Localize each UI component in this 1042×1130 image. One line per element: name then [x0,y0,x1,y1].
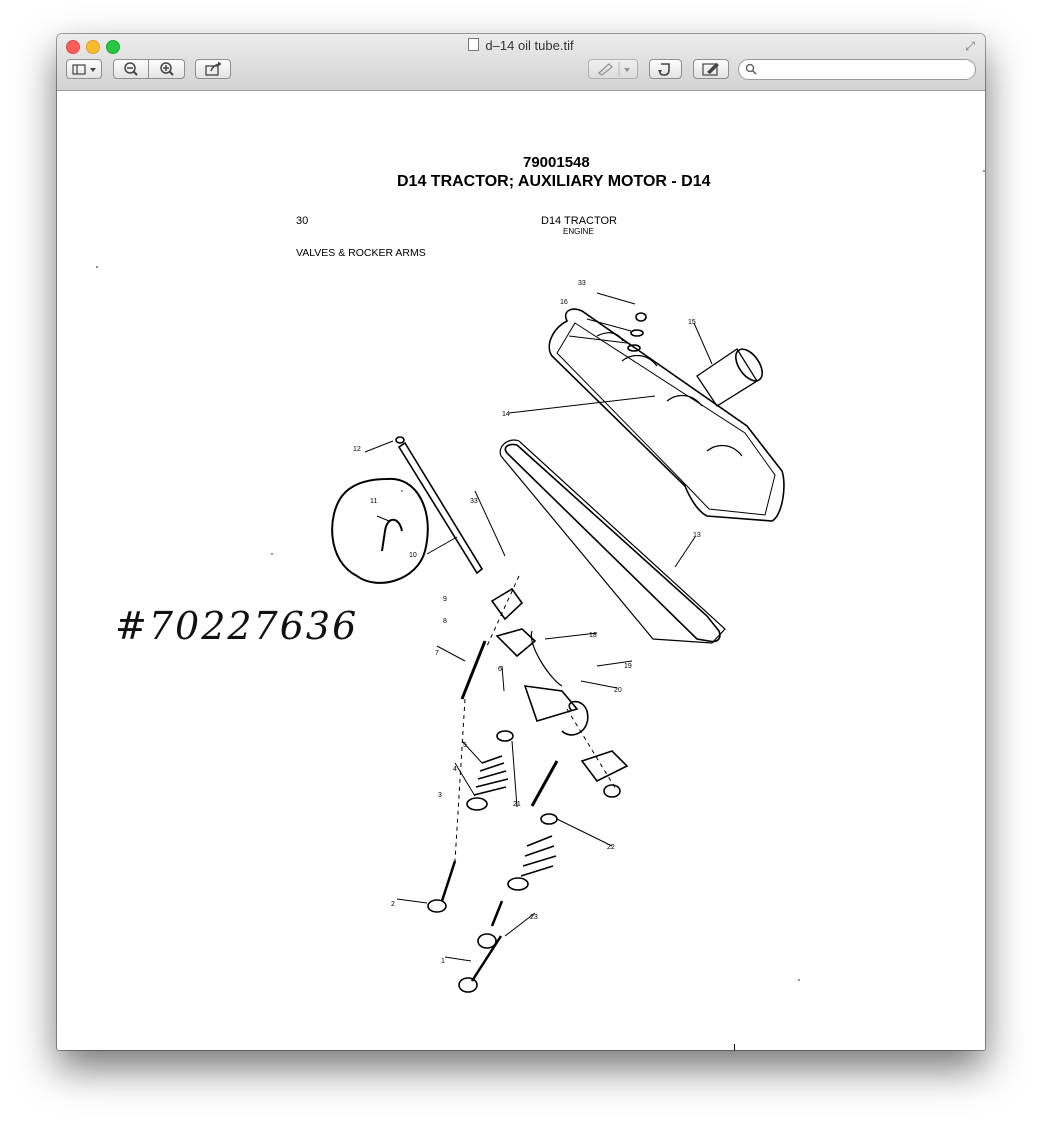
zoom-in-button[interactable] [148,59,185,79]
zoom-out-icon [114,60,148,78]
document-view[interactable] [57,91,985,1050]
share-button[interactable] [195,59,231,79]
valve-cover [509,309,784,521]
exploded-parts-diagram [57,91,985,1050]
zoom-out-button[interactable] [113,59,149,79]
svg-text:9: 9 [443,596,447,603]
valves [397,861,535,992]
svg-text:2: 2 [391,901,395,908]
section-label: ENGINE [563,227,594,236]
search-field[interactable] [738,59,976,80]
svg-text:22: 22 [607,844,615,851]
svg-text:13: 13 [693,532,701,539]
rocker-arm-assembly [492,589,632,797]
handwritten-part-number: #70227636 [115,604,359,648]
svg-text:10: 10 [409,552,417,559]
page-number: 30 [296,215,309,227]
part-number: 79001548 [523,154,590,171]
svg-text:6: 6 [498,666,502,673]
callout-numbers [353,280,701,965]
svg-text:20: 20 [614,687,622,694]
svg-text:18: 18 [589,632,597,639]
annotate-icon [694,60,728,78]
cover-fasteners [569,293,646,351]
window-title-text: d–14 oil tube.tif [485,38,574,53]
svg-text:5: 5 [463,742,467,749]
highlight-button[interactable] [588,59,638,79]
svg-text:11: 11 [370,498,378,505]
svg-text:19: 19 [624,663,632,670]
model-label: D14 TRACTOR [541,215,618,227]
annotate-button[interactable] [693,59,729,79]
rotate-button[interactable] [649,59,682,79]
svg-text:15: 15 [688,319,696,326]
search-icon [745,63,757,75]
window-title [57,38,985,53]
svg-text:33: 33 [578,280,586,287]
valve-cover-gasket [500,440,725,643]
svg-text:12: 12 [353,446,361,453]
svg-text:3: 3 [438,792,442,799]
share-icon [196,60,230,78]
svg-text:23: 23 [530,914,538,921]
sidebar-icon [67,60,101,78]
highlight-icon [589,60,637,78]
rotate-icon [650,60,681,78]
zoom-in-icon [149,60,184,78]
document-icon [468,38,479,51]
preview-window [57,34,985,1050]
fullscreen-icon[interactable]: ⤢ [965,39,975,53]
svg-text:4: 4 [453,766,457,773]
title-bar [57,34,985,91]
main-title: D14 TRACTOR; AUXILIARY MOTOR - D14 [397,173,711,190]
svg-text:16: 16 [560,299,568,306]
rocker-shaft [365,437,505,573]
svg-text:21: 21 [513,801,521,808]
valve-springs [455,731,612,890]
svg-text:14: 14 [502,411,510,418]
svg-text:7: 7 [435,650,439,657]
svg-text:33: 33 [470,498,478,505]
circled-oil-tube [332,479,428,583]
svg-text:8: 8 [443,618,447,625]
search-input[interactable] [761,61,970,79]
svg-text:1: 1 [441,958,445,965]
sidebar-view-button[interactable] [66,59,102,79]
group-label: VALVES & ROCKER ARMS [296,247,426,259]
